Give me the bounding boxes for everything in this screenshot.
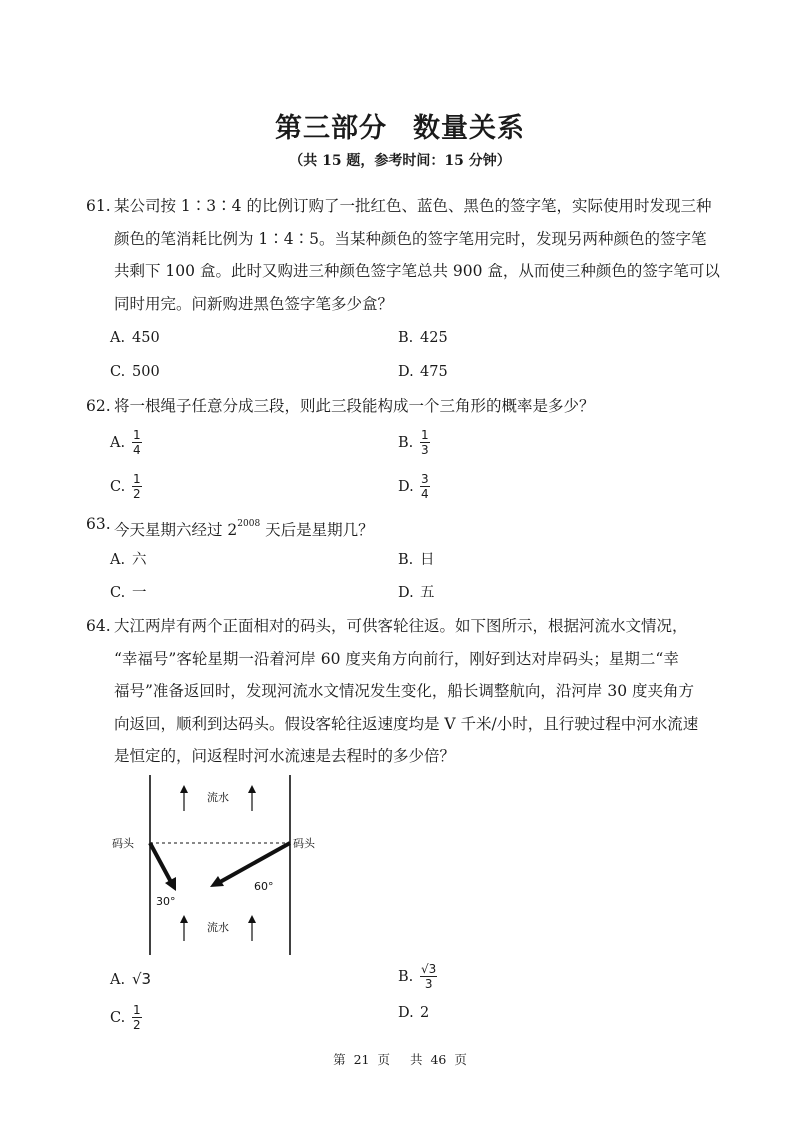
- exponent: 2008: [237, 519, 261, 529]
- q64-option-b[interactable]: B. $\frac{√3}{3}$: [398, 962, 437, 991]
- flow-label-bottom: 流水: [207, 921, 229, 934]
- fraction: $\frac{3}{4}$: [421, 472, 429, 501]
- question-stem: [114, 610, 726, 773]
- fraction: $\frac{1}{2}$: [133, 472, 141, 501]
- angle-left-label: 30°: [156, 895, 176, 908]
- question-stem: 将一根绳子任意分成三段，则此三段能构成一个三角形的概率是多少？: [114, 397, 595, 415]
- page-subtitle: （共 15 题，参考时间：15 分钟）: [289, 153, 511, 169]
- flow-label-top: 流水: [207, 791, 229, 804]
- stem-line: 同时用完。问新购进黑色签字笔多少盒？: [114, 294, 394, 313]
- river-diagram: [110, 775, 330, 960]
- question-64: [86, 610, 726, 773]
- flow-arrow-up-icon: [180, 785, 188, 811]
- dock-left-label: 码头: [112, 837, 134, 850]
- stem-line: 颜色的笔消耗比例为 1∶4∶5。当某种颜色的签字笔用完时，发现另两种颜色的签字笔: [114, 229, 707, 248]
- q64-option-a[interactable]: A. √3: [110, 970, 152, 988]
- fraction: $\frac{1}{3}$: [421, 428, 429, 457]
- title-name: 数量关系: [413, 113, 525, 144]
- stem-line: 大江两岸有两个正面相对的码头，可供客轮往返。如下图所示，根据河流水文情况，: [114, 617, 688, 635]
- question-number: 62.: [86, 397, 111, 415]
- question-stem: [114, 190, 726, 320]
- q62-option-a[interactable]: A. $\frac{1}{4}$: [110, 428, 141, 457]
- question-number: 63.: [86, 515, 111, 533]
- q62-option-c[interactable]: C. $\frac{1}{2}$: [110, 472, 141, 501]
- q62-option-b[interactable]: B. $\frac{1}{3}$: [398, 428, 429, 457]
- stem-line: 向返回，顺利到达码头。假设客轮往返速度均是 V 千米/小时，且行驶过程中河水流速: [114, 714, 699, 733]
- q61-option-c[interactable]: C. 500: [110, 364, 160, 380]
- q64-option-c[interactable]: C. $\frac{1}{2}$: [110, 1003, 141, 1032]
- flow-arrow-up-icon: [180, 915, 188, 941]
- question-63: [86, 508, 726, 547]
- q63-option-b[interactable]: B. 日: [398, 552, 435, 568]
- departure-path-arrow-icon: [210, 843, 290, 887]
- return-path-arrow-icon: [150, 843, 176, 891]
- q63-option-a[interactable]: A. 六: [110, 552, 147, 568]
- question-stem: 今天星期六经过 $2^{2008}$ 天后是星期几？: [114, 519, 374, 539]
- dock-right-label: 码头: [293, 837, 315, 850]
- fraction: $\frac{1}{2}$: [133, 1003, 141, 1032]
- q61-option-a[interactable]: A. 450: [110, 330, 160, 346]
- flow-arrow-up-icon: [248, 915, 256, 941]
- q63-option-d[interactable]: D. 五: [398, 585, 435, 601]
- page-title: [0, 106, 800, 145]
- fraction: $\frac{√3}{3}$: [421, 962, 437, 991]
- q62-option-d[interactable]: D. $\frac{3}{4}$: [398, 472, 429, 501]
- question-61: [86, 190, 726, 320]
- page-current: 21: [353, 1052, 370, 1067]
- angle-right-label: 60°: [254, 880, 274, 893]
- question-number: 61.: [86, 197, 111, 215]
- page-total: 46: [430, 1052, 447, 1067]
- title-part: 第三部分: [275, 113, 387, 144]
- stem-line: “幸福号”客轮星期一沿着河岸 60 度夹角方向前行，刚好到达对岸码头；星期二“幸: [114, 649, 679, 668]
- flow-arrow-up-icon: [248, 785, 256, 811]
- stem-line: 福号”准备返回时，发现河流水文情况发生变化，船长调整航向，沿河岸 30 度夹角方: [114, 682, 695, 700]
- stem-line: 是恒定的，问返程时河水流速是去程时的多少倍？: [114, 747, 456, 765]
- q63-option-c[interactable]: C. 一: [110, 585, 147, 601]
- question-62: [86, 390, 726, 423]
- q61-option-d[interactable]: D. 475: [398, 364, 448, 380]
- stem-line: 某公司按 1∶3∶4 的比例订购了一批红色、蓝色、黑色的签字笔，实际使用时发现三种: [114, 197, 712, 215]
- question-number: 64.: [86, 617, 111, 635]
- fraction: $\frac{1}{4}$: [133, 428, 141, 457]
- stem-line: 共剩下 100 盒。此时又购进三种颜色签字笔总共 900 盒，从而使三种颜色的签字笔可以: [114, 262, 720, 280]
- q61-option-b[interactable]: B. 425: [398, 330, 448, 346]
- q64-option-d[interactable]: D. 2: [398, 1005, 430, 1021]
- page-footer: 第 21 页 共 46 页: [333, 1052, 467, 1067]
